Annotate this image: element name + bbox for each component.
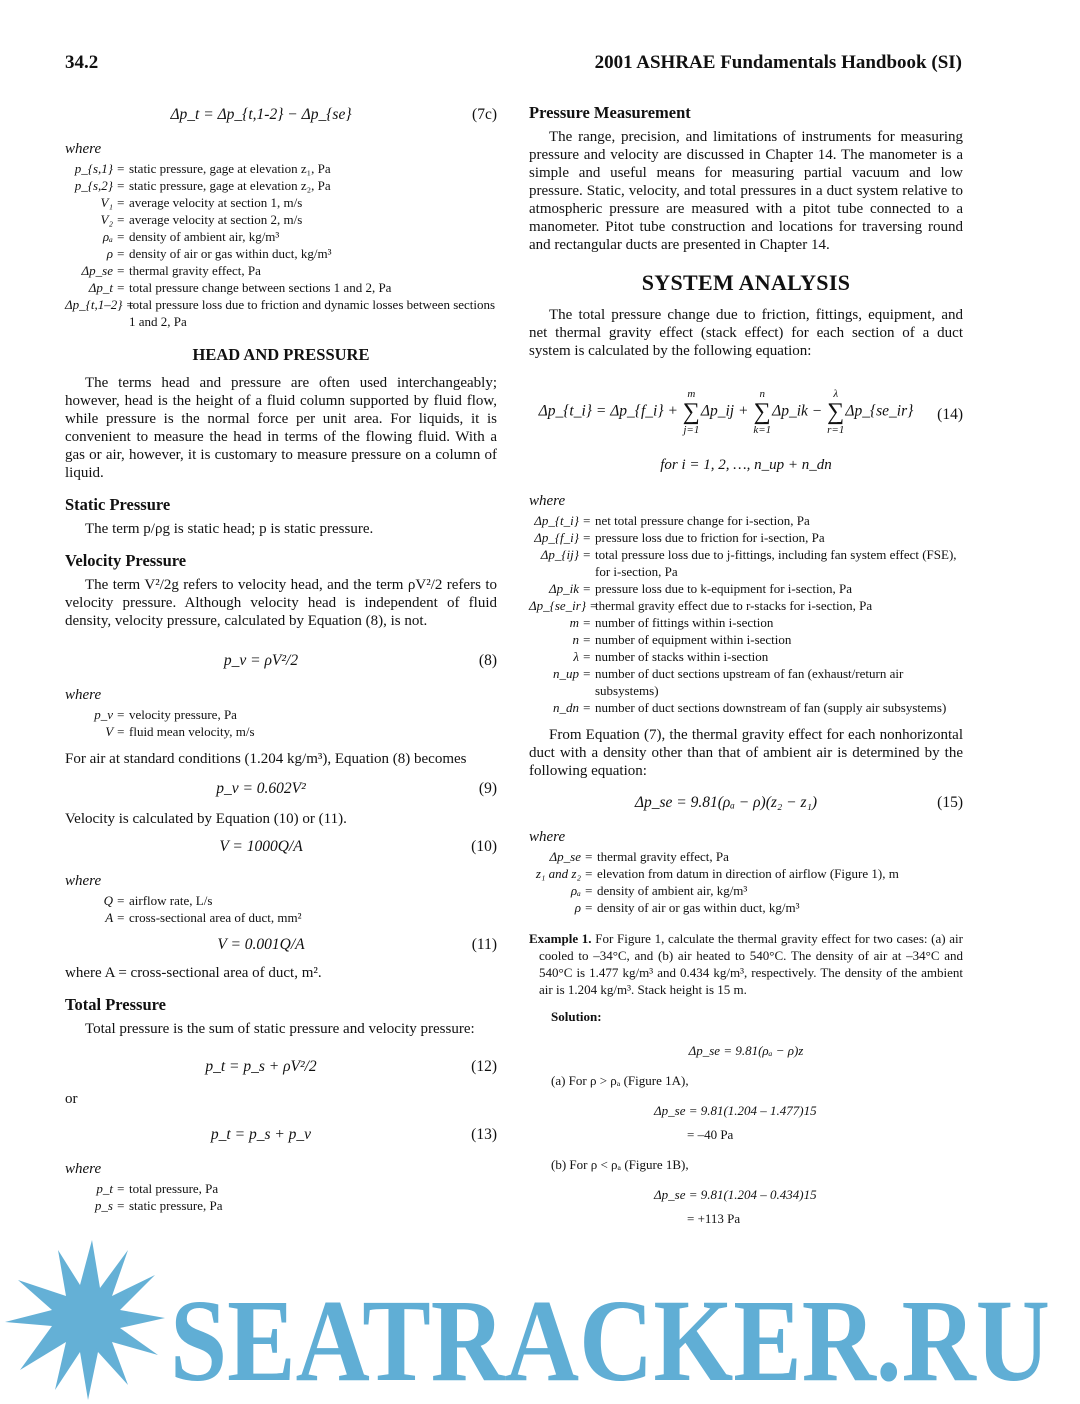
where-label: where bbox=[529, 493, 566, 509]
definition-symbol: p_s = bbox=[94, 1198, 125, 1213]
definitions-13 bbox=[65, 1180, 497, 1214]
definition-text: total pressure change between sections 1 and 2, Pa bbox=[129, 280, 392, 295]
definition-symbol: Q = bbox=[103, 893, 125, 908]
definition-symbol: V₁ = bbox=[100, 195, 125, 210]
definition-text: thermal gravity effect, Pa bbox=[597, 849, 729, 864]
definition-text: total pressure loss due to j-fittings, including fan system effect (FSE), for i-section, Pa bbox=[595, 547, 957, 579]
definition-row bbox=[65, 723, 497, 740]
heading-pressure-measurement: Pressure Measurement bbox=[529, 103, 691, 122]
definition-text: net total pressure change for i-section, Pa bbox=[595, 513, 810, 528]
definition-symbol: p_{s,1} = bbox=[74, 161, 125, 176]
definition-row bbox=[529, 899, 963, 916]
definition-text: velocity pressure, Pa bbox=[129, 707, 237, 722]
definition-row bbox=[529, 529, 963, 546]
definition-row bbox=[65, 211, 497, 228]
definition-text: elevation from datum in direction of airflow (Figure 1), m bbox=[597, 866, 899, 881]
definition-row bbox=[529, 631, 963, 648]
definition-row bbox=[529, 546, 963, 580]
definition-row bbox=[529, 882, 963, 899]
definition-symbol: p_v = bbox=[94, 707, 125, 722]
equation-12: p_t = p_s + ρV²/2 (12) bbox=[205, 1058, 497, 1075]
definition-symbol: Δp_{t_i} = bbox=[534, 513, 591, 528]
definition-text: number of duct sections downstream of fan (supply air subsystems) bbox=[595, 700, 947, 715]
definition-row bbox=[529, 614, 963, 631]
definition-symbol: A = bbox=[105, 910, 125, 925]
definition-symbol: ρ = bbox=[574, 900, 593, 915]
definition-symbol: n = bbox=[572, 632, 591, 647]
where-label: where bbox=[65, 873, 102, 889]
section-heading-system-analysis: SYSTEM ANALYSIS bbox=[641, 270, 851, 295]
definition-row bbox=[529, 699, 963, 716]
definitions-15 bbox=[529, 848, 963, 916]
definition-row bbox=[65, 1197, 497, 1214]
case-b: (b) For ρ < ρₐ (Figure 1B), bbox=[551, 1157, 689, 1172]
definition-row bbox=[529, 597, 963, 614]
equation-7c: Δp_t = Δp_{t,1-2} − Δp_{se} (7c) bbox=[170, 106, 497, 123]
definition-row bbox=[65, 245, 497, 262]
definition-symbol: ρₐ = bbox=[102, 229, 125, 244]
definitions-8 bbox=[65, 706, 497, 740]
definition-text: average velocity at section 1, m/s bbox=[129, 195, 303, 210]
where-label: where bbox=[65, 1161, 102, 1177]
definition-row bbox=[65, 194, 497, 211]
definition-symbol: Δp_{ij} = bbox=[540, 547, 591, 562]
definition-text: thermal gravity effect, Pa bbox=[129, 263, 261, 278]
definitions-10 bbox=[65, 892, 497, 926]
definition-row bbox=[529, 865, 963, 882]
equation-15: Δp_se = 9.81(ρₐ − ρ)(z₂ − z₁) (15) bbox=[634, 794, 963, 811]
definition-row bbox=[65, 262, 497, 279]
definition-text: density of ambient air, kg/m³ bbox=[129, 229, 280, 244]
definition-row bbox=[65, 1180, 497, 1197]
system-paragraph: The total pressure change due to friction, fittings, equipment, and net thermal gravity effect (stack effect) for each section of a duct system is calculated by the following equation: bbox=[529, 307, 963, 359]
definition-text: airflow rate, L/s bbox=[129, 893, 213, 908]
definition-row bbox=[65, 228, 497, 245]
equation-11: V = 0.001Q/A (11) bbox=[217, 936, 497, 953]
example-label: Example 1. bbox=[529, 931, 592, 946]
equation-10: V = 1000Q/A (10) bbox=[219, 838, 497, 855]
definitions-7c bbox=[65, 160, 497, 330]
definition-text: number of stacks within i-section bbox=[595, 649, 769, 664]
definition-symbol: Δp_{se_ir} = bbox=[529, 598, 599, 613]
solution-label: Solution: bbox=[551, 1009, 602, 1024]
equation-14-range: for i = 1, 2, …, n_up + n_dn bbox=[660, 457, 832, 473]
definition-symbol: n_up = bbox=[552, 666, 591, 681]
thermal-gravity-paragraph: From Equation (7), the thermal gravity effect for each nonhorizontal duct with a density other than that of ambient air is determined by the following equation: bbox=[529, 727, 963, 779]
page-number: 34.2 bbox=[65, 52, 99, 73]
definition-symbol: Δp_se = bbox=[81, 263, 125, 278]
definition-text: static pressure, gage at elevation z₁, Pa bbox=[129, 161, 331, 176]
definition-text: static pressure, Pa bbox=[129, 1198, 223, 1213]
where-label: where bbox=[529, 829, 566, 845]
definition-row bbox=[65, 296, 497, 330]
definition-text: number of fittings within i-section bbox=[595, 615, 774, 630]
definition-text: total pressure loss due to friction and dynamic losses between sections 1 and 2, Pa bbox=[129, 297, 496, 329]
definition-row bbox=[65, 892, 497, 909]
heading-velocity-pressure: Velocity Pressure bbox=[65, 551, 187, 570]
head-paragraph: The terms head and pressure are often used interchangeably; however, head is the height of a fluid column supported by fluid flow, while pressure is the normal force per unit area. For liquids, it is convenient to measure the head in terms of the flowing fluid. With a gas or air, however, it is customary to measure pressure on a column of liquid. bbox=[65, 375, 497, 481]
definition-symbol: Δp_se = bbox=[549, 849, 593, 864]
equation-8: p_v = ρV²/2 (8) bbox=[223, 652, 497, 669]
definition-symbol: p_{s,2} = bbox=[74, 178, 125, 193]
definition-text: static pressure, gage at elevation z₂, Pa bbox=[129, 178, 331, 193]
example-text: For Figure 1, calculate the thermal gravity effect for two cases: (a) air cooled to –34°C, and (b) air heated to 540°C. The density of air at –34°C and 540°C is 1.477 kg/m³ and 0.434 kg/m³, respectively. The density of the ambient air is 1.204 kg/m³. Stack height is 15 m. bbox=[539, 931, 964, 997]
section-heading-head-pressure: HEAD AND PRESSURE bbox=[192, 345, 370, 364]
definitions-14 bbox=[529, 512, 963, 716]
definition-symbol: m = bbox=[569, 615, 591, 630]
heading-total-pressure: Total Pressure bbox=[65, 995, 166, 1014]
definition-text: density of air or gas within duct, kg/m³ bbox=[129, 246, 332, 261]
case-a: (a) For ρ > ρₐ (Figure 1A), bbox=[551, 1073, 689, 1088]
definition-row bbox=[529, 648, 963, 665]
definition-text: thermal gravity effect due to r-stacks for i-section, Pa bbox=[595, 598, 873, 613]
definition-text: number of equipment within i-section bbox=[595, 632, 792, 647]
static-paragraph: The term p/ρg is static head; p is static pressure. bbox=[85, 521, 374, 537]
definition-row bbox=[65, 706, 497, 723]
definition-text: pressure loss due to k-equipment for i-section, Pa bbox=[595, 581, 853, 596]
watermark-text: SEATRACKER.RU bbox=[170, 1275, 1050, 1404]
velocity-calc-line: Velocity is calculated by Equation (10) or (11). bbox=[65, 811, 347, 827]
definition-symbol: Δp_ik = bbox=[548, 581, 591, 596]
definition-symbol: ρ = bbox=[106, 246, 125, 261]
definition-row bbox=[529, 848, 963, 865]
calc-b-line1: Δp_se = 9.81(1.204 – 0.434)15 bbox=[654, 1187, 817, 1202]
total-paragraph: Total pressure is the sum of static pressure and velocity pressure: bbox=[85, 1021, 475, 1037]
watermark bbox=[0, 1230, 1080, 1404]
measurement-paragraph: The range, precision, and limitations of instruments for measuring pressure and velocity are discussed in Chapter 14. The manometer is a simple and useful means for measuring partial vacuum and low pressure. Static, velocity, and total pressures in a duct system relative to atmospheric pressure are measured with a pitot tube connected to a manometer. Pitot tube construction and locations for traversing round and rectangular ducts are presented in Chapter 14. bbox=[529, 129, 963, 253]
definition-symbol: Δp_t = bbox=[88, 280, 125, 295]
definition-symbol: p_t = bbox=[96, 1181, 125, 1196]
sun-icon bbox=[5, 1240, 165, 1400]
definition-row bbox=[65, 177, 497, 194]
definition-text: density of air or gas within duct, kg/m³ bbox=[597, 900, 800, 915]
heading-static-pressure: Static Pressure bbox=[65, 495, 171, 514]
standard-conditions-line: For air at standard conditions (1.204 kg/m³), Equation (8) becomes bbox=[65, 751, 467, 767]
definition-symbol: Δp_{t,1–2} = bbox=[65, 297, 135, 312]
calc-a-line1: Δp_se = 9.81(1.204 – 1.477)15 bbox=[654, 1103, 817, 1118]
definition-symbol: V = bbox=[105, 724, 125, 739]
left-column bbox=[65, 100, 497, 1214]
definition-row bbox=[65, 160, 497, 177]
definition-row bbox=[529, 580, 963, 597]
definition-text: fluid mean velocity, m/s bbox=[129, 724, 255, 739]
definition-text: density of ambient air, kg/m³ bbox=[597, 883, 748, 898]
definition-text: number of duct sections upstream of fan (exhaust/return air subsystems) bbox=[595, 666, 904, 698]
example-1 bbox=[529, 930, 963, 998]
running-title: 2001 ASHRAE Fundamentals Handbook (SI) bbox=[594, 52, 962, 73]
calc-b-line2: = +113 Pa bbox=[687, 1211, 741, 1226]
velocity-paragraph: The term V²/2g refers to velocity head, and the term ρV²/2 refers to velocity pressure. Although velocity head is independent of fluid density, velocity pressure, calculated by Equation (8), is not. bbox=[65, 577, 497, 629]
definition-symbol: V₂ = bbox=[100, 212, 125, 227]
definition-symbol: ρₐ = bbox=[570, 883, 593, 898]
right-column bbox=[529, 100, 963, 1228]
definition-row bbox=[65, 909, 497, 926]
where-label: where bbox=[65, 687, 102, 703]
definition-text: total pressure, Pa bbox=[129, 1181, 219, 1196]
definition-text: cross-sectional area of duct, mm² bbox=[129, 910, 302, 925]
where-label: where bbox=[65, 141, 102, 157]
definition-row bbox=[529, 512, 963, 529]
summation-lambda: λ ∑ r=1 bbox=[827, 388, 845, 436]
definition-symbol: λ = bbox=[573, 649, 591, 664]
definition-symbol: n_dn = bbox=[552, 700, 591, 715]
summation-m: m ∑ j=1 bbox=[682, 388, 700, 436]
or-label: or bbox=[65, 1091, 78, 1107]
definition-text: pressure loss due to friction for i-section, Pa bbox=[595, 530, 825, 545]
definition-row bbox=[65, 279, 497, 296]
equation-14: Δp_{t_i} = Δp_{f_i} + m ∑ j=1 Δp_ij + n ∑ k=1 Δp_ik − λ ∑ r=1 Δp_{se_ir} (14) bbox=[538, 388, 963, 436]
definition-symbol: z₁ and z₂ = bbox=[535, 866, 593, 881]
calc-a-line2: = –40 Pa bbox=[687, 1127, 734, 1142]
definition-text: average velocity at section 2, m/s bbox=[129, 212, 303, 227]
solution-equation: Δp_se = 9.81(ρₐ − ρ)z bbox=[688, 1043, 804, 1058]
equation-13: p_t = p_s + p_v (13) bbox=[210, 1126, 497, 1143]
area-definition-line: where A = cross-sectional area of duct, m². bbox=[65, 965, 322, 981]
definition-row bbox=[529, 665, 963, 699]
summation-n: n ∑ k=1 bbox=[753, 388, 772, 436]
definition-symbol: Δp_{f_i} = bbox=[534, 530, 591, 545]
equation-9: p_v = 0.602V² (9) bbox=[216, 780, 497, 797]
